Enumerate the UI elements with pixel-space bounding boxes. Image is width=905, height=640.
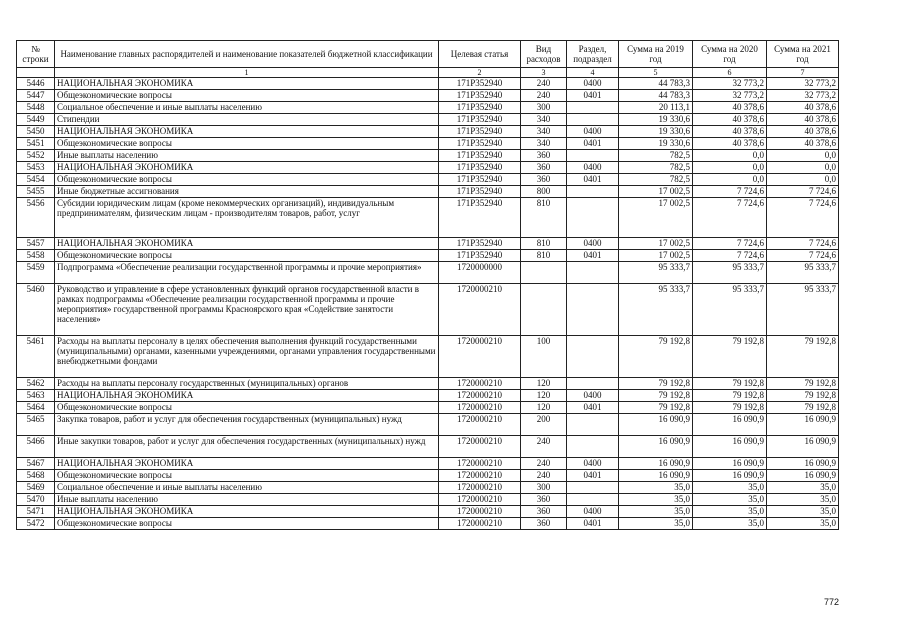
cell-section: 0400 [567, 126, 619, 138]
cell-2021: 32 773,2 [767, 90, 839, 102]
header-2021: Сумма на 2021 год [767, 41, 839, 68]
cell-2019: 79 192,8 [619, 336, 693, 378]
cell-name: Общеэкономические вопросы [55, 250, 439, 262]
table-row [17, 518, 839, 530]
cell-2019: 44 783,3 [619, 90, 693, 102]
table-row [17, 186, 839, 198]
cell-row-number: 5470 [17, 494, 55, 506]
cell-2020: 79 192,8 [693, 402, 767, 414]
cell-row-number: 5471 [17, 506, 55, 518]
cell-row-number: 5466 [17, 436, 55, 458]
cell-kind: 240 [521, 436, 567, 458]
table-row [17, 238, 839, 250]
cell-section [567, 114, 619, 126]
cell-kind: 240 [521, 90, 567, 102]
cell-name: НАЦИОНАЛЬНАЯ ЭКОНОМИКА [55, 162, 439, 174]
cell-section [567, 150, 619, 162]
cell-target: 1720000210 [439, 506, 521, 518]
cell-name: Иные выплаты населению [55, 494, 439, 506]
cell-2020: 32 773,2 [693, 78, 767, 90]
cell-section [567, 436, 619, 458]
table-row [17, 90, 839, 102]
cell-2021: 79 192,8 [767, 336, 839, 378]
cell-kind: 360 [521, 150, 567, 162]
table-row [17, 506, 839, 518]
cell-kind: 120 [521, 390, 567, 402]
cell-kind: 360 [521, 162, 567, 174]
cell-2019: 19 330,6 [619, 126, 693, 138]
cell-target: 171Р352940 [439, 138, 521, 150]
cell-2019: 19 330,6 [619, 114, 693, 126]
cell-2021: 40 378,6 [767, 126, 839, 138]
cell-target: 171Р352940 [439, 90, 521, 102]
cell-2020: 35,0 [693, 518, 767, 530]
cell-2019: 35,0 [619, 506, 693, 518]
cell-row-number: 5463 [17, 390, 55, 402]
cell-2021: 40 378,6 [767, 102, 839, 114]
cell-section: 0400 [567, 390, 619, 402]
cell-2019: 16 090,9 [619, 458, 693, 470]
table-row [17, 250, 839, 262]
cell-2021: 79 192,8 [767, 390, 839, 402]
column-number: 4 [567, 68, 619, 78]
cell-row-number: 5462 [17, 378, 55, 390]
cell-target: 1720000210 [439, 378, 521, 390]
cell-row-number: 5457 [17, 238, 55, 250]
cell-2021: 0,0 [767, 162, 839, 174]
cell-2019: 17 002,5 [619, 186, 693, 198]
table-row [17, 436, 839, 458]
cell-2020: 35,0 [693, 482, 767, 494]
cell-kind: 200 [521, 414, 567, 436]
cell-target: 1720000210 [439, 414, 521, 436]
column-number-row [17, 68, 839, 78]
cell-2020: 16 090,9 [693, 470, 767, 482]
cell-2021: 79 192,8 [767, 378, 839, 390]
cell-kind: 340 [521, 138, 567, 150]
cell-2020: 40 378,6 [693, 114, 767, 126]
cell-target: 1720000210 [439, 482, 521, 494]
cell-section: 0400 [567, 78, 619, 90]
cell-section: 0400 [567, 162, 619, 174]
cell-2020: 7 724,6 [693, 186, 767, 198]
cell-2021: 16 090,9 [767, 414, 839, 436]
cell-kind: 360 [521, 518, 567, 530]
page-number: 772 [824, 597, 840, 607]
cell-row-number: 5448 [17, 102, 55, 114]
cell-row-number: 5472 [17, 518, 55, 530]
cell-name: Закупка товаров, работ и услуг для обеспечения государственных (муниципальных) нужд [55, 414, 439, 436]
cell-target: 171Р352940 [439, 198, 521, 238]
cell-kind: 100 [521, 336, 567, 378]
cell-name: Иные закупки товаров, работ и услуг для обеспечения государственных (муниципальных) нужд [55, 436, 439, 458]
budget-table [16, 40, 839, 530]
cell-kind: 810 [521, 198, 567, 238]
header-section: Раздел, подраздел [567, 41, 619, 68]
cell-name: Общеэкономические вопросы [55, 138, 439, 150]
cell-target: 1720000210 [439, 470, 521, 482]
cell-kind: 360 [521, 174, 567, 186]
cell-2019: 20 113,1 [619, 102, 693, 114]
cell-2020: 35,0 [693, 506, 767, 518]
cell-2021: 16 090,9 [767, 458, 839, 470]
cell-2020: 95 333,7 [693, 262, 767, 284]
cell-2021: 16 090,9 [767, 470, 839, 482]
cell-name: Общеэкономические вопросы [55, 518, 439, 530]
cell-target: 171Р352940 [439, 162, 521, 174]
cell-section [567, 336, 619, 378]
column-number: 1 [55, 68, 439, 78]
cell-section [567, 102, 619, 114]
cell-target: 1720000210 [439, 336, 521, 378]
cell-2020: 0,0 [693, 150, 767, 162]
cell-target: 1720000210 [439, 402, 521, 414]
cell-kind: 340 [521, 126, 567, 138]
cell-2020: 16 090,9 [693, 436, 767, 458]
cell-row-number: 5460 [17, 284, 55, 336]
cell-row-number: 5447 [17, 90, 55, 102]
cell-2019: 19 330,6 [619, 138, 693, 150]
cell-2019: 782,5 [619, 174, 693, 186]
cell-name: Расходы на выплаты персоналу в целях обеспечения выполнения функций государственными (муниципальными) органами, казенными учреждениями, органами управления государственными внебюджетными фондами [55, 336, 439, 378]
cell-2021: 95 333,7 [767, 262, 839, 284]
table-row [17, 198, 839, 238]
cell-kind: 300 [521, 482, 567, 494]
cell-target: 1720000210 [439, 436, 521, 458]
cell-target: 1720000210 [439, 458, 521, 470]
cell-2021: 7 724,6 [767, 198, 839, 238]
cell-2020: 79 192,8 [693, 390, 767, 402]
table-row [17, 336, 839, 378]
cell-2019: 35,0 [619, 494, 693, 506]
cell-row-number: 5453 [17, 162, 55, 174]
cell-2019: 79 192,8 [619, 402, 693, 414]
cell-2020: 0,0 [693, 174, 767, 186]
cell-2021: 35,0 [767, 494, 839, 506]
cell-target: 171Р352940 [439, 126, 521, 138]
cell-2019: 79 192,8 [619, 378, 693, 390]
cell-target: 171Р352940 [439, 150, 521, 162]
cell-row-number: 5458 [17, 250, 55, 262]
cell-name: Расходы на выплаты персоналу государственных (муниципальных) органов [55, 378, 439, 390]
cell-target: 1720000210 [439, 518, 521, 530]
cell-row-number: 5446 [17, 78, 55, 90]
cell-name: НАЦИОНАЛЬНАЯ ЭКОНОМИКА [55, 458, 439, 470]
cell-section: 0401 [567, 138, 619, 150]
table-row [17, 126, 839, 138]
cell-target: 1720000210 [439, 390, 521, 402]
cell-target: 171Р352940 [439, 78, 521, 90]
cell-2020: 95 333,7 [693, 284, 767, 336]
header-2019: Сумма на 2019 год [619, 41, 693, 68]
cell-section: 0401 [567, 518, 619, 530]
header-kind: Вид расходов [521, 41, 567, 68]
table-row [17, 114, 839, 126]
header-row [17, 41, 839, 68]
header-row-number: № строки [17, 41, 55, 68]
cell-2019: 17 002,5 [619, 238, 693, 250]
cell-kind: 360 [521, 494, 567, 506]
cell-2019: 35,0 [619, 482, 693, 494]
cell-name: НАЦИОНАЛЬНАЯ ЭКОНОМИКА [55, 126, 439, 138]
cell-section: 0401 [567, 470, 619, 482]
table-row [17, 390, 839, 402]
cell-name: Общеэкономические вопросы [55, 90, 439, 102]
cell-name: Руководство и управление в сфере установленных функций органов государственной власти в рамках подпрограммы «Обеспечение реализации государственной программы и прочие мероприятия» государственной программы Красноярского края «Содействие занятости населения» [55, 284, 439, 336]
cell-section [567, 378, 619, 390]
cell-2019: 79 192,8 [619, 390, 693, 402]
cell-name: Субсидии юридическим лицам (кроме некоммерческих организаций), индивидуальным предпринимателям, физическим лицам - производителям товаров, работ, услуг [55, 198, 439, 238]
table-row [17, 162, 839, 174]
cell-section: 0400 [567, 458, 619, 470]
cell-2020: 7 724,6 [693, 198, 767, 238]
cell-2021: 0,0 [767, 150, 839, 162]
cell-name: НАЦИОНАЛЬНАЯ ЭКОНОМИКА [55, 506, 439, 518]
cell-2020: 32 773,2 [693, 90, 767, 102]
cell-target: 1720000210 [439, 494, 521, 506]
table-row [17, 138, 839, 150]
cell-section: 0400 [567, 238, 619, 250]
cell-2019: 35,0 [619, 518, 693, 530]
cell-name: Иные бюджетные ассигнования [55, 186, 439, 198]
cell-kind: 810 [521, 250, 567, 262]
cell-target: 171Р352940 [439, 186, 521, 198]
cell-target: 1720000000 [439, 262, 521, 284]
table-row [17, 174, 839, 186]
cell-2020: 79 192,8 [693, 378, 767, 390]
cell-2021: 35,0 [767, 482, 839, 494]
table-row [17, 402, 839, 414]
cell-target: 171Р352940 [439, 238, 521, 250]
cell-section: 0401 [567, 174, 619, 186]
cell-kind: 810 [521, 238, 567, 250]
cell-2021: 79 192,8 [767, 402, 839, 414]
cell-row-number: 5461 [17, 336, 55, 378]
cell-2021: 7 724,6 [767, 238, 839, 250]
cell-2021: 16 090,9 [767, 436, 839, 458]
cell-2021: 40 378,6 [767, 114, 839, 126]
cell-row-number: 5451 [17, 138, 55, 150]
cell-2021: 7 724,6 [767, 250, 839, 262]
cell-2020: 16 090,9 [693, 414, 767, 436]
cell-row-number: 5455 [17, 186, 55, 198]
cell-2019: 16 090,9 [619, 436, 693, 458]
cell-target: 171Р352940 [439, 114, 521, 126]
cell-name: НАЦИОНАЛЬНАЯ ЭКОНОМИКА [55, 390, 439, 402]
cell-2020: 40 378,6 [693, 138, 767, 150]
cell-section [567, 198, 619, 238]
cell-section: 0401 [567, 250, 619, 262]
cell-kind [521, 284, 567, 336]
cell-2021: 7 724,6 [767, 186, 839, 198]
cell-kind: 240 [521, 458, 567, 470]
column-number [17, 68, 55, 78]
cell-kind: 120 [521, 378, 567, 390]
cell-row-number: 5456 [17, 198, 55, 238]
cell-2019: 16 090,9 [619, 470, 693, 482]
table-row [17, 284, 839, 336]
cell-2021: 35,0 [767, 506, 839, 518]
cell-2021: 32 773,2 [767, 78, 839, 90]
table-row [17, 102, 839, 114]
cell-kind: 240 [521, 470, 567, 482]
cell-kind: 300 [521, 102, 567, 114]
cell-kind: 360 [521, 506, 567, 518]
cell-name: Общеэкономические вопросы [55, 402, 439, 414]
cell-name: Подпрограмма «Обеспечение реализации государственной программы и прочие мероприятия» [55, 262, 439, 284]
cell-2019: 782,5 [619, 150, 693, 162]
cell-2019: 95 333,7 [619, 262, 693, 284]
cell-2019: 44 783,3 [619, 78, 693, 90]
cell-name: Стипендии [55, 114, 439, 126]
cell-kind: 240 [521, 78, 567, 90]
cell-2019: 782,5 [619, 162, 693, 174]
cell-target: 171Р352940 [439, 102, 521, 114]
table-row [17, 78, 839, 90]
table-row [17, 150, 839, 162]
cell-2021: 35,0 [767, 518, 839, 530]
cell-2020: 16 090,9 [693, 458, 767, 470]
cell-name: Общеэкономические вопросы [55, 470, 439, 482]
column-number: 5 [619, 68, 693, 78]
cell-kind: 340 [521, 114, 567, 126]
column-number: 6 [693, 68, 767, 78]
cell-section [567, 494, 619, 506]
column-number: 2 [439, 68, 521, 78]
table-row [17, 470, 839, 482]
table-row [17, 482, 839, 494]
cell-2021: 95 333,7 [767, 284, 839, 336]
cell-2021: 0,0 [767, 174, 839, 186]
cell-section: 0401 [567, 90, 619, 102]
header-2020: Сумма на 2020 год [693, 41, 767, 68]
cell-2020: 0,0 [693, 162, 767, 174]
cell-target: 1720000210 [439, 284, 521, 336]
cell-name: Социальное обеспечение и иные выплаты населению [55, 102, 439, 114]
cell-section [567, 414, 619, 436]
column-number: 3 [521, 68, 567, 78]
cell-name: НАЦИОНАЛЬНАЯ ЭКОНОМИКА [55, 238, 439, 250]
cell-2019: 17 002,5 [619, 198, 693, 238]
cell-name: Иные выплаты населению [55, 150, 439, 162]
cell-section [567, 262, 619, 284]
cell-kind: 120 [521, 402, 567, 414]
cell-section [567, 482, 619, 494]
cell-target: 171Р352940 [439, 174, 521, 186]
cell-row-number: 5454 [17, 174, 55, 186]
cell-2019: 95 333,7 [619, 284, 693, 336]
table-row [17, 458, 839, 470]
cell-2020: 79 192,8 [693, 336, 767, 378]
cell-row-number: 5464 [17, 402, 55, 414]
cell-row-number: 5459 [17, 262, 55, 284]
table-row [17, 262, 839, 284]
cell-section [567, 186, 619, 198]
cell-section: 0401 [567, 402, 619, 414]
column-number: 7 [767, 68, 839, 78]
header-target: Целевая статья [439, 41, 521, 68]
cell-2021: 40 378,6 [767, 138, 839, 150]
header-name: Наименование главных распорядителей и наименование показателей бюджетной классификации [55, 41, 439, 68]
cell-2020: 40 378,6 [693, 126, 767, 138]
cell-2019: 16 090,9 [619, 414, 693, 436]
cell-section: 0400 [567, 506, 619, 518]
cell-kind: 800 [521, 186, 567, 198]
cell-row-number: 5469 [17, 482, 55, 494]
cell-2019: 17 002,5 [619, 250, 693, 262]
cell-name: Общеэкономические вопросы [55, 174, 439, 186]
cell-row-number: 5468 [17, 470, 55, 482]
cell-2020: 40 378,6 [693, 102, 767, 114]
cell-row-number: 5465 [17, 414, 55, 436]
table-body [17, 78, 839, 530]
cell-target: 171Р352940 [439, 250, 521, 262]
cell-section [567, 284, 619, 336]
table-row [17, 494, 839, 506]
cell-row-number: 5449 [17, 114, 55, 126]
table-row [17, 414, 839, 436]
cell-2020: 7 724,6 [693, 250, 767, 262]
cell-2020: 35,0 [693, 494, 767, 506]
cell-row-number: 5450 [17, 126, 55, 138]
cell-row-number: 5452 [17, 150, 55, 162]
cell-2020: 7 724,6 [693, 238, 767, 250]
table-row [17, 378, 839, 390]
cell-kind [521, 262, 567, 284]
cell-name: НАЦИОНАЛЬНАЯ ЭКОНОМИКА [55, 78, 439, 90]
cell-row-number: 5467 [17, 458, 55, 470]
cell-name: Социальное обеспечение и иные выплаты населению [55, 482, 439, 494]
